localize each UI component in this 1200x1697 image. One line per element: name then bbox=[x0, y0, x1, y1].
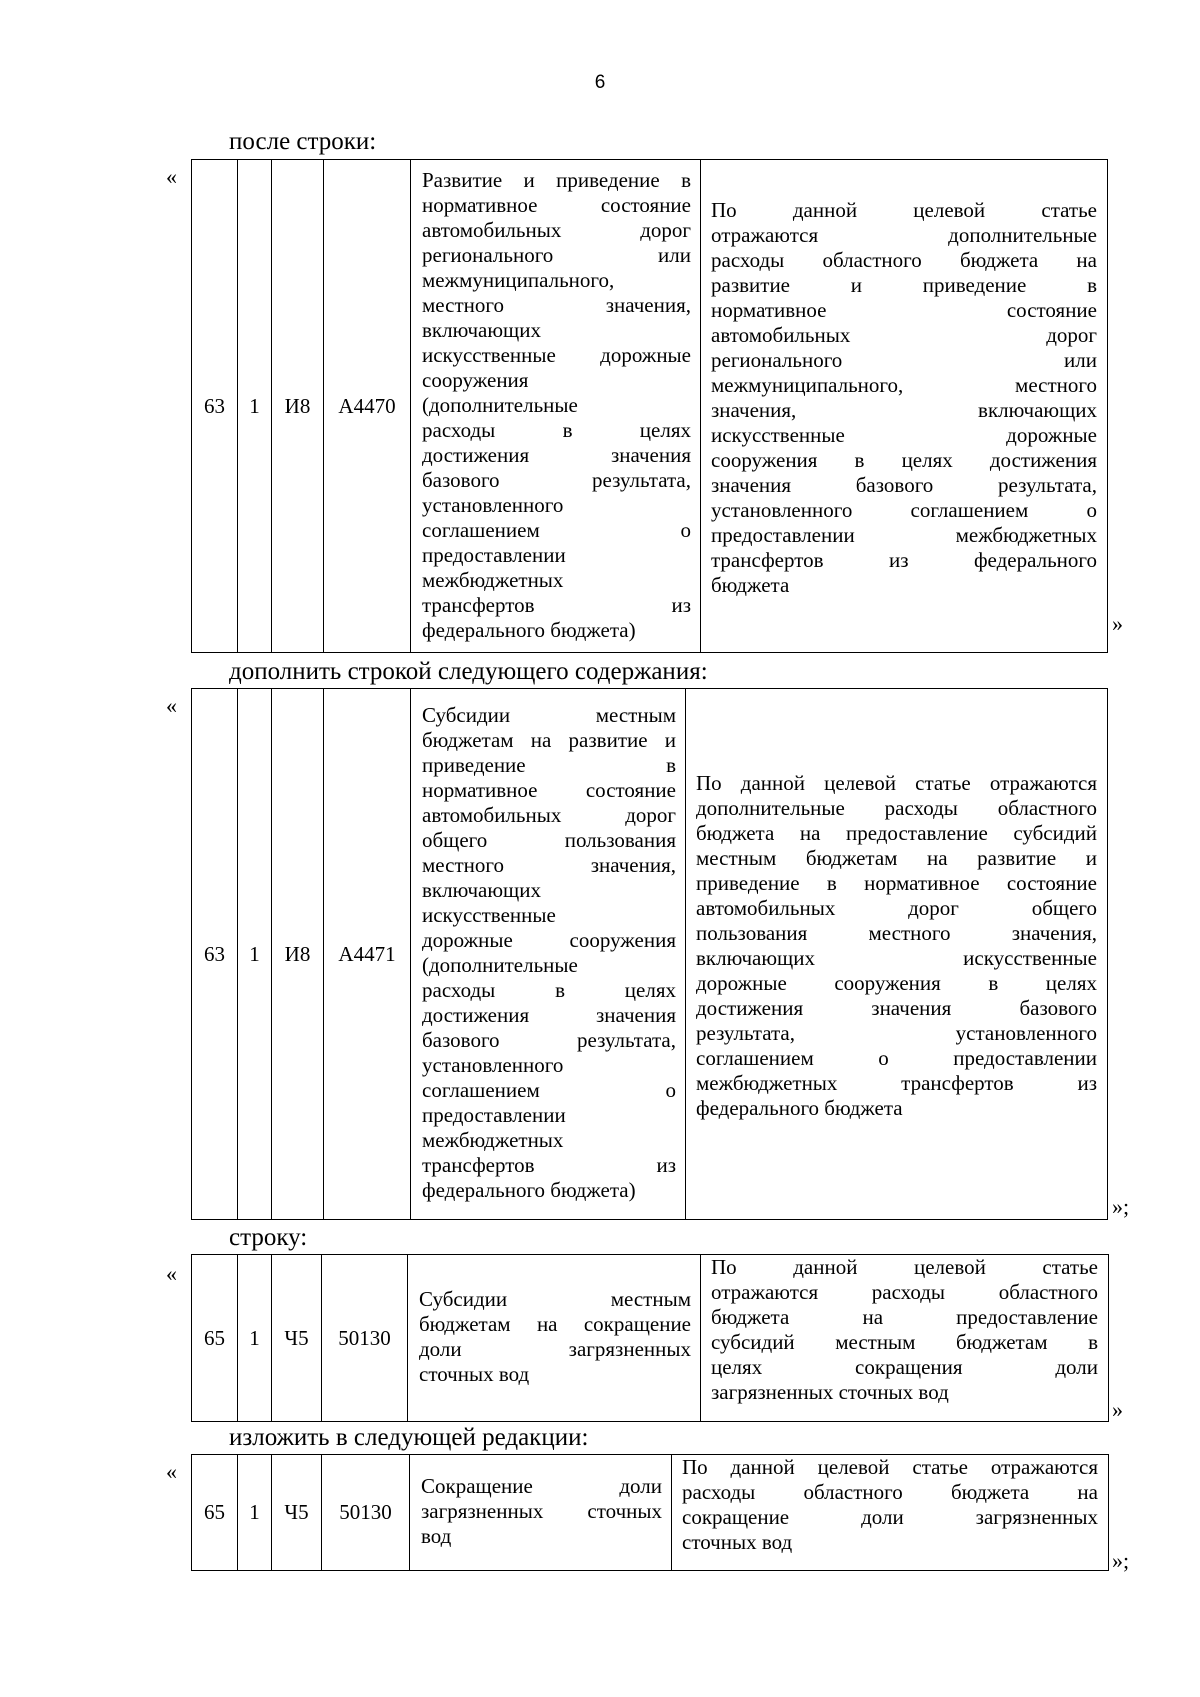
text-line: установленного соглашением о bbox=[711, 498, 1097, 522]
text-line: включающих bbox=[422, 317, 541, 342]
budget-row-table bbox=[191, 688, 1108, 1220]
text-line: базового результата, bbox=[422, 1028, 676, 1052]
text-line: дорожные сооружения в целях bbox=[696, 971, 1097, 995]
code-cell: Ч5 bbox=[272, 1255, 322, 1422]
table-row bbox=[192, 689, 1108, 1220]
text-line: (дополнительные bbox=[422, 953, 578, 977]
text-line: соглашением о bbox=[422, 1078, 676, 1102]
text-line: развитие и приведение в bbox=[711, 273, 1097, 297]
text-line: (дополнительные bbox=[422, 392, 578, 417]
text-line: искусственные дорожные bbox=[711, 423, 1097, 447]
text-line: межбюджетных bbox=[422, 567, 564, 592]
closing-quote: » bbox=[1112, 611, 1123, 636]
text-line: приведение в нормативное состояние bbox=[696, 871, 1097, 895]
text-line: общего пользования bbox=[422, 828, 676, 852]
text-line: трансфертов из bbox=[422, 1153, 676, 1177]
text-line: По данной целевой статье отражаются bbox=[682, 1455, 1098, 1479]
code-cell: И8 bbox=[272, 689, 324, 1220]
closing-quote: »; bbox=[1112, 1548, 1130, 1573]
text-line: расходы областного бюджета на bbox=[682, 1480, 1098, 1504]
text-line: бюджета bbox=[711, 573, 790, 597]
text-line: отражаются дополнительные bbox=[711, 223, 1097, 247]
text-line: включающих bbox=[422, 878, 541, 902]
text-line: регионального или bbox=[711, 348, 1097, 372]
text-line: федерального бюджета) bbox=[422, 617, 636, 642]
text-line: трансфертов из федерального bbox=[711, 548, 1097, 572]
instruction-row: строку: bbox=[229, 1224, 308, 1251]
text-line: достижения значения bbox=[422, 1003, 676, 1027]
budget-row-table bbox=[191, 1254, 1109, 1422]
closing-quote: »; bbox=[1112, 1194, 1130, 1219]
description-cell bbox=[701, 160, 1108, 653]
text-line: соглашением о предоставлении bbox=[696, 1046, 1097, 1070]
text-line: значения, включающих bbox=[711, 398, 1097, 422]
code-cell: 1 bbox=[238, 689, 272, 1220]
text-line: расходы в целях bbox=[422, 978, 676, 1002]
text-line: приведение в bbox=[422, 753, 676, 777]
text-line: субсидий местным бюджетам в bbox=[711, 1330, 1098, 1354]
text-line: включающих искусственные bbox=[696, 946, 1097, 970]
text-line: По данной целевой статье отражаются bbox=[696, 771, 1097, 795]
text-line: местного значения, bbox=[422, 292, 691, 317]
text-line: нормативное состояние bbox=[422, 192, 691, 217]
text-line: результата, установленного bbox=[696, 1021, 1097, 1045]
text-line: базового результата, bbox=[422, 467, 691, 492]
code-cell: 63 bbox=[192, 160, 238, 653]
text-line: межбюджетных bbox=[422, 1128, 564, 1152]
text-line: По данной целевой статье bbox=[711, 198, 1097, 222]
text-line: предоставлении bbox=[422, 1103, 566, 1127]
text-line: автомобильных дорог bbox=[422, 803, 676, 827]
text-line: отражаются расходы областного bbox=[711, 1280, 1098, 1304]
table-row bbox=[192, 1455, 1109, 1571]
code-cell: И8 bbox=[272, 160, 324, 653]
text-line: установленного bbox=[422, 1053, 564, 1077]
code-cell: 65 bbox=[192, 1455, 238, 1571]
table-row bbox=[192, 160, 1108, 653]
table-row bbox=[192, 1255, 1109, 1422]
text-line: местного значения, bbox=[422, 853, 676, 877]
text-line: дорожные сооружения bbox=[422, 928, 676, 952]
text-line: Сокращение доли bbox=[421, 1474, 662, 1498]
text-line: целях сокращения доли bbox=[711, 1355, 1098, 1379]
text-line: Субсидии местным bbox=[419, 1287, 691, 1311]
description-cell bbox=[672, 1455, 1109, 1571]
code-cell: 63 bbox=[192, 689, 238, 1220]
description-cell bbox=[686, 689, 1108, 1220]
code-cell: 50130 bbox=[322, 1255, 408, 1422]
text-line: искусственные bbox=[422, 903, 556, 927]
instruction-add-row: дополнить строкой следующего содержания: bbox=[229, 658, 708, 685]
text-line: автомобильных дорог bbox=[711, 323, 1097, 347]
text-line: автомобильных дорог общего bbox=[696, 896, 1097, 920]
text-line: автомобильных дорог bbox=[422, 217, 691, 242]
code-cell: 1 bbox=[238, 1255, 272, 1422]
text-line: сооружения bbox=[422, 367, 529, 392]
text-line: искусственные дорожные bbox=[422, 342, 691, 367]
text-line: регионального или bbox=[422, 242, 691, 267]
text-line: межмуниципального, местного bbox=[711, 373, 1097, 397]
opening-quote: « bbox=[166, 1459, 177, 1484]
text-line: достижения значения bbox=[422, 442, 691, 467]
page-number: 6 bbox=[594, 72, 606, 93]
text-line: предоставлении bbox=[422, 542, 566, 567]
text-line: бюджетам на сокращение bbox=[419, 1312, 691, 1336]
text-line: сточных вод bbox=[682, 1530, 793, 1554]
text-line: достижения значения базового bbox=[696, 996, 1097, 1020]
instruction-after-row: после строки: bbox=[229, 128, 377, 155]
closing-quote: » bbox=[1112, 1397, 1123, 1422]
text-line: сточных вод bbox=[419, 1362, 530, 1386]
code-cell: 65 bbox=[192, 1255, 238, 1422]
text-line: федерального бюджета bbox=[696, 1096, 903, 1120]
code-cell: Ч5 bbox=[272, 1455, 322, 1571]
text-line: пользования местного значения, bbox=[696, 921, 1097, 945]
name-cell bbox=[411, 689, 686, 1220]
text-line: установленного bbox=[422, 492, 564, 517]
text-line: вод bbox=[421, 1524, 452, 1548]
text-line: дополнительные расходы областного bbox=[696, 796, 1097, 820]
name-cell bbox=[408, 1255, 701, 1422]
text-line: нормативное состояние bbox=[711, 298, 1097, 322]
text-line: Развитие и приведение в bbox=[422, 167, 691, 192]
text-line: нормативное состояние bbox=[422, 778, 676, 802]
opening-quote: « bbox=[166, 164, 177, 189]
text-line: сооружения в целях достижения bbox=[711, 448, 1097, 472]
text-line: местным бюджетам на развитие и bbox=[696, 846, 1097, 870]
text-line: бюджета на предоставление субсидий bbox=[696, 821, 1097, 845]
text-line: По данной целевой статье bbox=[711, 1255, 1098, 1279]
text-line: соглашением о bbox=[422, 517, 691, 542]
text-line: федерального бюджета) bbox=[422, 1178, 636, 1202]
text-line: расходы областного бюджета на bbox=[711, 248, 1097, 272]
instruction-new-edition: изложить в следующей редакции: bbox=[229, 1424, 589, 1451]
text-line: бюджета на предоставление bbox=[711, 1305, 1098, 1329]
text-line: межбюджетных трансфертов из bbox=[696, 1071, 1097, 1095]
text-line: сокращение доли загрязненных bbox=[682, 1505, 1098, 1529]
text-line: загрязненных сточных bbox=[421, 1499, 662, 1523]
code-cell: 50130 bbox=[322, 1455, 410, 1571]
name-cell bbox=[410, 1455, 672, 1571]
text-line: загрязненных сточных вод bbox=[711, 1380, 949, 1404]
code-cell: А4470 bbox=[324, 160, 411, 653]
text-line: расходы в целях bbox=[422, 417, 691, 442]
code-cell: А4471 bbox=[324, 689, 411, 1220]
description-cell bbox=[701, 1255, 1109, 1422]
budget-row-table bbox=[191, 159, 1108, 653]
budget-row-table bbox=[191, 1454, 1109, 1571]
code-cell: 1 bbox=[238, 160, 272, 653]
text-line: предоставлении межбюджетных bbox=[711, 523, 1097, 547]
text-line: Субсидии местным bbox=[422, 703, 676, 727]
opening-quote: « bbox=[166, 693, 177, 718]
text-line: трансфертов из bbox=[422, 592, 691, 617]
code-cell: 1 bbox=[238, 1455, 272, 1571]
text-line: значения базового результата, bbox=[711, 473, 1097, 497]
text-line: бюджетам на развитие и bbox=[422, 728, 676, 752]
text-line: доли загрязненных bbox=[419, 1337, 691, 1361]
opening-quote: « bbox=[166, 1261, 177, 1286]
name-cell bbox=[411, 160, 701, 653]
text-line: межмуниципального, bbox=[422, 267, 615, 292]
